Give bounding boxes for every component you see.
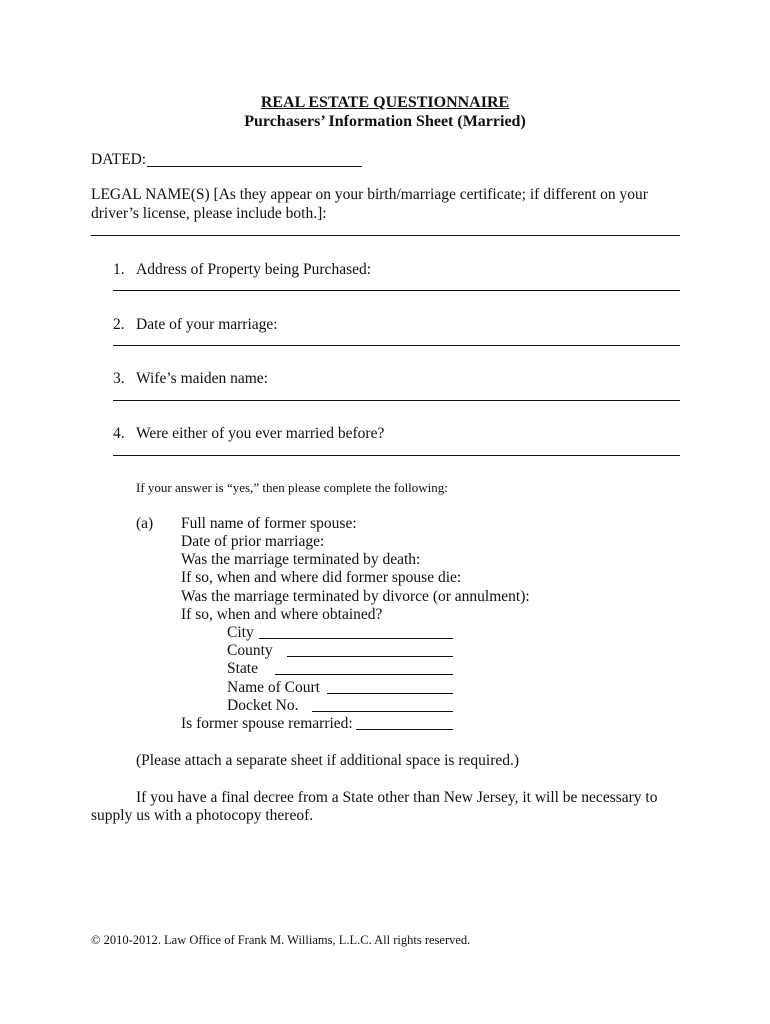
question-1-text: Address of Property being Purchased: [136,261,372,278]
dated-label: DATED: [91,151,147,168]
followup-item: Was the marriage terminated by divorce (or annulment): [181,588,530,605]
question-1-number: 1. [113,261,125,278]
county-input-line[interactable] [287,656,453,657]
dated-input-line[interactable] [147,166,362,167]
document-title: REAL ESTATE QUESTIONNAIRE [260,94,510,111]
legal-name-input-line[interactable] [91,235,680,236]
attach-note: (Please attach a separate sheet if additional space is required.) [136,752,520,769]
followup-item: If so, when and where did former spouse die: [181,569,462,586]
remarried-input-line[interactable] [356,729,453,730]
city-label: City [227,624,254,641]
followup-label-a: (a) [136,515,154,532]
remarried-label: Is former spouse remarried: [181,715,353,732]
question-3-text: Wife’s maiden name: [136,370,268,387]
decree-note-line2: supply us with a photocopy thereof. [91,807,314,824]
county-label: County [227,642,273,659]
question-4-number: 4. [113,425,125,442]
state-label: State [227,660,258,677]
document-subtitle: Purchasers’ Information Sheet (Married) [244,113,526,130]
legal-name-label-line2: driver’s license, please include both.]: [91,205,327,222]
followup-item: Full name of former spouse: [181,515,357,532]
docket-input-line[interactable] [312,711,453,712]
followup-item: If so, when and where obtained? [181,606,383,623]
followup-item: Was the marriage terminated by death: [181,551,421,568]
court-label: Name of Court [227,679,320,696]
question-1-answer-line[interactable] [113,290,680,291]
court-input-line[interactable] [327,693,453,694]
question-3-number: 3. [113,370,125,387]
followup-item: Date of prior marriage: [181,533,325,550]
copyright-footer: © 2010-2012. Law Office of Frank M. Williams, L.L.C. All rights reserved. [91,933,471,947]
question-4-text: Were either of you ever married before? [136,425,385,442]
legal-name-label-line1: LEGAL NAME(S) [As they appear on your birth/marriage certificate; if different on your [91,186,648,203]
followup-instruction: If your answer is “yes,” then please complete the following: [136,480,448,495]
question-2-answer-line[interactable] [113,345,680,346]
question-4-answer-line[interactable] [113,455,680,456]
decree-note-line1: If you have a final decree from a State other than New Jersey, it will be necessary to [136,789,658,806]
docket-label: Docket No. [227,697,299,714]
state-input-line[interactable] [275,674,453,675]
question-2-number: 2. [113,316,125,333]
question-3-answer-line[interactable] [113,400,680,401]
city-input-line[interactable] [259,638,453,639]
question-2-text: Date of your marriage: [136,316,278,333]
